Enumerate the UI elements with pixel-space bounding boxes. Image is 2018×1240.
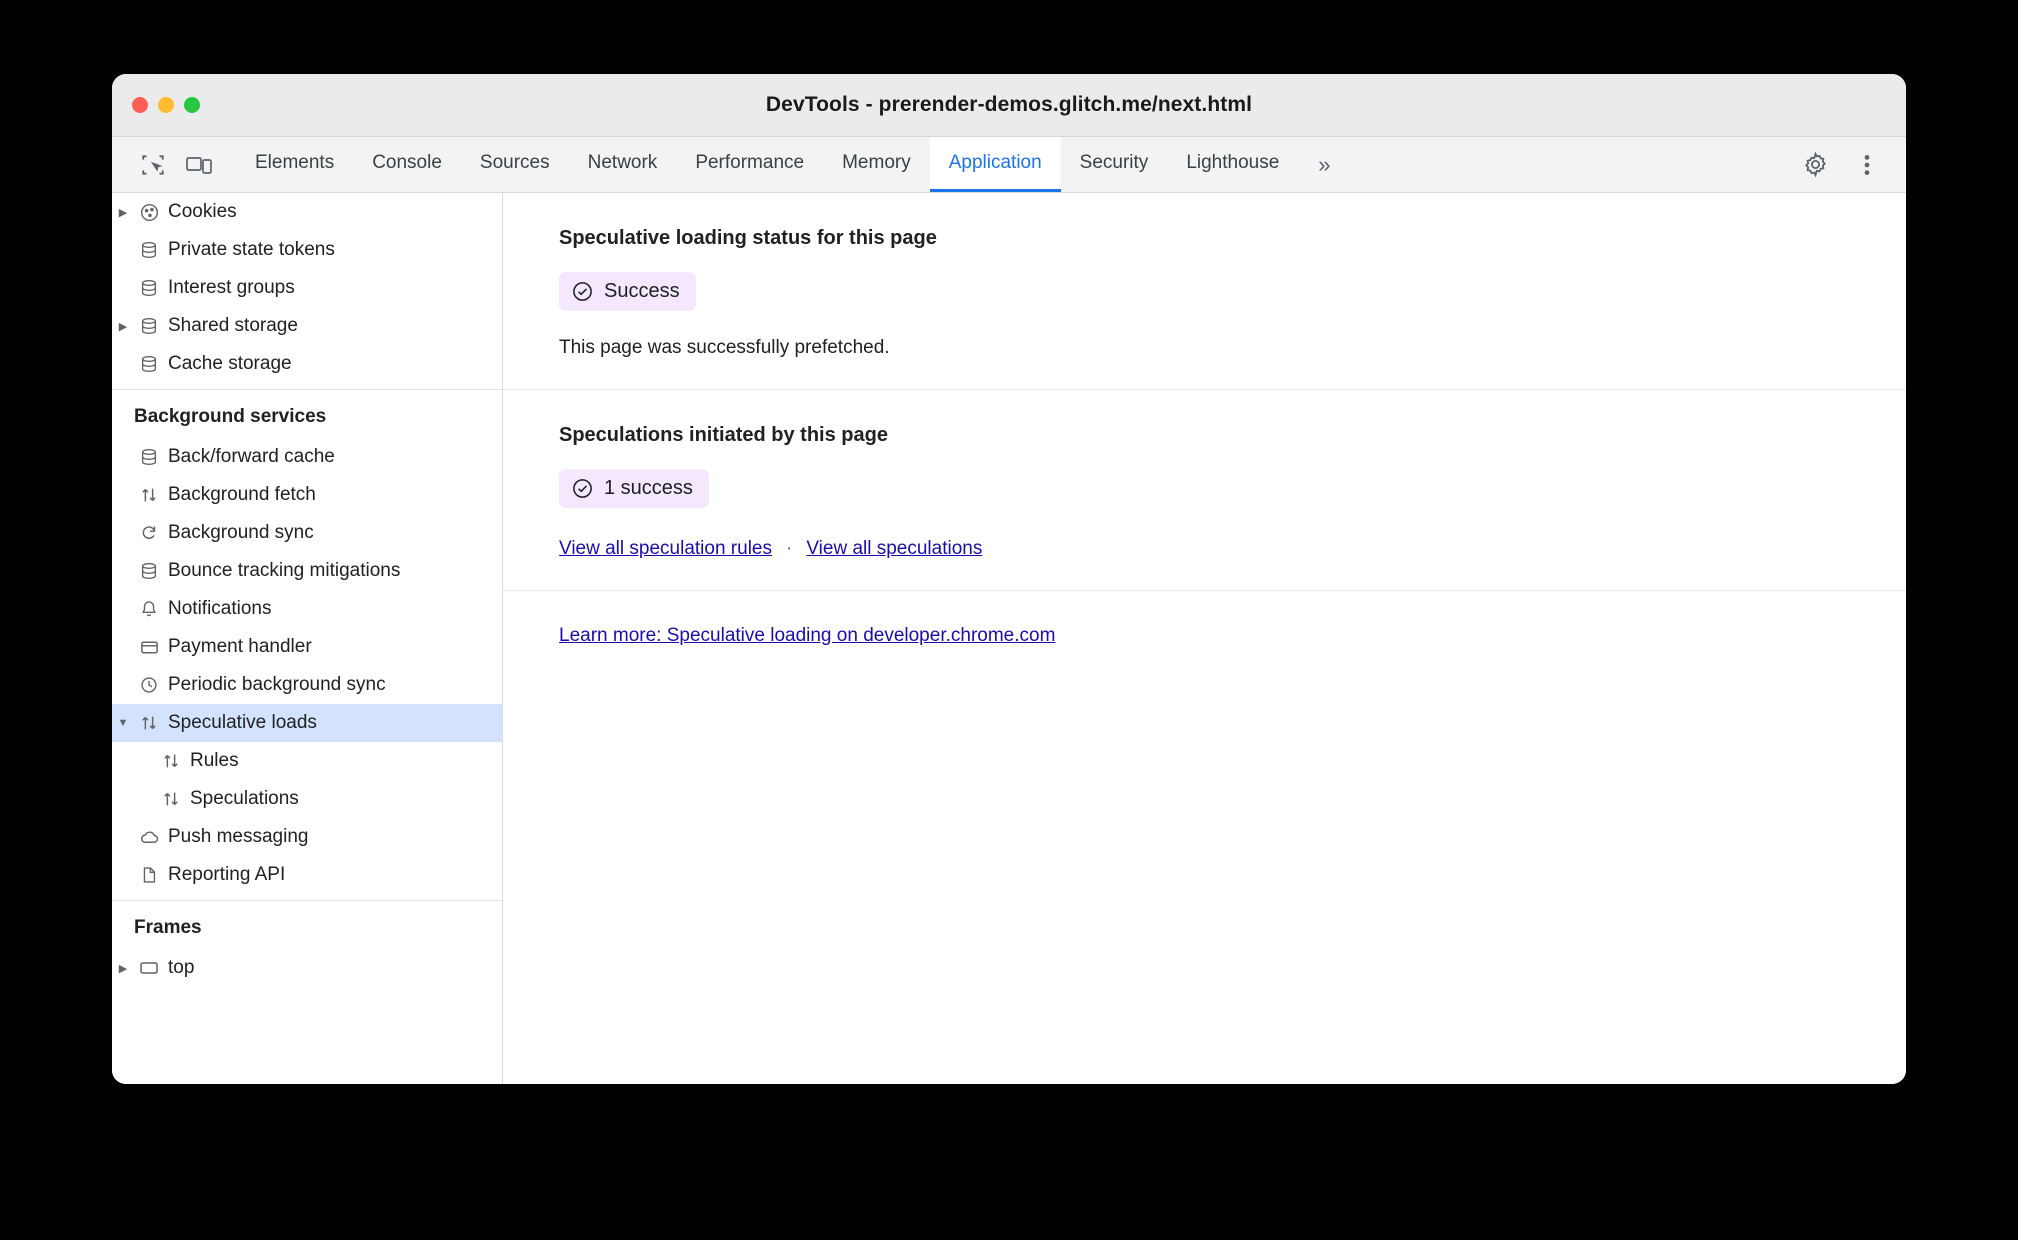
window-titlebar <box>112 74 1906 137</box>
sidebar-item-background-sync[interactable] <box>112 514 502 552</box>
speculations-section <box>503 390 1906 591</box>
devtools-toolbar <box>112 137 1906 193</box>
sidebar-item-label: Cache storage <box>168 353 292 374</box>
database-icon <box>134 278 164 298</box>
database-icon <box>134 240 164 260</box>
toolbar-right-actions <box>1792 137 1896 192</box>
sidebar-item-label: Interest groups <box>168 277 295 298</box>
sidebar-section-background-services: Background services <box>134 406 327 427</box>
clock-icon <box>134 675 164 695</box>
document-icon <box>134 865 164 885</box>
updown-arrows-icon <box>156 751 186 771</box>
sidebar-section-frames: Frames <box>134 917 202 938</box>
sidebar-item-speculative-loads[interactable] <box>112 704 502 742</box>
updown-arrows-icon <box>134 485 164 505</box>
learn-more-section <box>503 591 1906 647</box>
view-all-speculation-rules-link[interactable]: View all speculation rules <box>559 538 772 559</box>
speculations-badge-label: 1 success <box>604 477 693 499</box>
sidebar-item-cookies[interactable] <box>112 193 502 231</box>
status-heading: Speculative loading status for this page <box>559 227 937 249</box>
sidebar-item-label: Notifications <box>168 598 272 619</box>
sidebar-item-label: Bounce tracking mitigations <box>168 560 401 581</box>
speculations-links <box>559 538 1906 560</box>
sidebar-item-label: Shared storage <box>168 315 298 336</box>
database-icon <box>134 354 164 374</box>
sidebar-item-back-forward-cache[interactable] <box>112 438 502 476</box>
updown-arrows-icon <box>156 789 186 809</box>
status-badge <box>559 272 696 311</box>
tab-application[interactable]: Application <box>930 137 1061 192</box>
credit-card-icon <box>134 637 164 658</box>
panel-tabs <box>236 137 1343 192</box>
speculations-badge <box>559 469 709 508</box>
database-icon <box>134 316 164 336</box>
sidebar-item-label: Periodic background sync <box>168 674 386 695</box>
sidebar-item-push-messaging[interactable] <box>112 818 502 856</box>
chevron-right-icon[interactable]: ▶ <box>118 962 128 975</box>
sidebar-item-label: Back/forward cache <box>168 446 335 467</box>
status-description: This page was successfully prefetched. <box>559 337 890 358</box>
devtools-window <box>112 74 1906 1084</box>
tab-console[interactable]: Console <box>372 152 442 173</box>
window-title: DevTools - prerender-demos.glitch.me/next.html <box>765 93 1253 116</box>
tab-sources[interactable]: Sources <box>479 152 550 173</box>
sidebar-item-private-state-tokens[interactable] <box>112 231 502 269</box>
frame-icon <box>134 957 164 979</box>
sidebar-item-bounce-tracking-mitigations[interactable] <box>112 552 502 590</box>
sidebar-item-top-frame[interactable] <box>112 949 502 987</box>
database-icon <box>134 447 164 467</box>
status-section <box>503 193 1906 390</box>
sync-icon <box>134 523 164 543</box>
devtools-body <box>112 193 1906 1084</box>
sidebar-frames-group <box>112 949 502 987</box>
tab-elements[interactable]: Elements <box>255 152 335 173</box>
sidebar-item-rules[interactable] <box>112 742 502 780</box>
sidebar-item-background-fetch[interactable] <box>112 476 502 514</box>
sidebar-item-label: Speculative loads <box>168 712 317 733</box>
sidebar-item-label: Payment handler <box>168 636 312 657</box>
sidebar-item-label: top <box>168 957 195 978</box>
more-tabs-icon[interactable]: » <box>1318 151 1331 177</box>
chevron-down-icon[interactable]: ▼ <box>117 717 129 729</box>
tab-performance[interactable]: Performance <box>695 152 805 173</box>
sidebar-item-label: Reporting API <box>168 864 286 885</box>
bell-icon <box>134 599 164 619</box>
link-separator: · <box>786 538 793 559</box>
close-window-button[interactable] <box>132 97 148 113</box>
sidebar-storage-group <box>112 193 502 383</box>
sidebar-item-label: Background sync <box>168 522 314 543</box>
sidebar-item-label: Rules <box>190 750 239 771</box>
speculations-heading: Speculations initiated by this page <box>559 424 888 446</box>
sidebar-background-group <box>112 438 502 894</box>
cloud-icon <box>134 827 164 848</box>
gear-icon[interactable] <box>1792 151 1838 178</box>
inspect-element-icon[interactable] <box>130 137 176 192</box>
maximize-window-button[interactable] <box>184 97 200 113</box>
database-icon <box>134 561 164 581</box>
sidebar-item-label: Speculations <box>190 788 299 809</box>
check-circle-icon <box>571 280 594 303</box>
sidebar-item-label: Background fetch <box>168 484 316 505</box>
updown-arrows-icon <box>134 713 164 733</box>
tab-security[interactable]: Security <box>1079 152 1149 173</box>
view-all-speculations-link[interactable]: View all speculations <box>806 538 983 559</box>
cookie-icon <box>134 202 164 223</box>
sidebar-item-interest-groups[interactable] <box>112 269 502 307</box>
sidebar-item-notifications[interactable] <box>112 590 502 628</box>
status-badge-label: Success <box>604 280 680 302</box>
sidebar-item-label: Private state tokens <box>168 239 335 260</box>
tab-memory[interactable]: Memory <box>842 152 911 173</box>
sidebar-item-speculations[interactable] <box>112 780 502 818</box>
sidebar-item-cache-storage[interactable] <box>112 345 502 383</box>
chevron-right-icon[interactable]: ▶ <box>118 206 128 219</box>
device-toolbar-icon[interactable] <box>176 137 222 192</box>
check-circle-icon <box>571 477 594 500</box>
more-vertical-icon[interactable] <box>1844 152 1890 178</box>
sidebar-item-label: Push messaging <box>168 826 309 847</box>
sidebar-item-reporting-api[interactable] <box>112 856 502 894</box>
tab-network[interactable]: Network <box>587 152 658 173</box>
application-sidebar[interactable] <box>112 193 503 1084</box>
sidebar-item-payment-handler[interactable] <box>112 628 502 666</box>
traffic-lights <box>132 97 200 113</box>
learn-more-link[interactable]: Learn more: Speculative loading on developer.chrome.com <box>559 625 1056 646</box>
chevron-right-icon[interactable]: ▶ <box>118 320 128 333</box>
tab-lighthouse[interactable]: Lighthouse <box>1186 152 1280 173</box>
minimize-window-button[interactable] <box>158 97 174 113</box>
speculative-loads-panel <box>503 193 1906 1084</box>
sidebar-item-periodic-background-sync[interactable] <box>112 666 502 704</box>
sidebar-item-label: Cookies <box>168 201 237 222</box>
sidebar-item-shared-storage[interactable] <box>112 307 502 345</box>
